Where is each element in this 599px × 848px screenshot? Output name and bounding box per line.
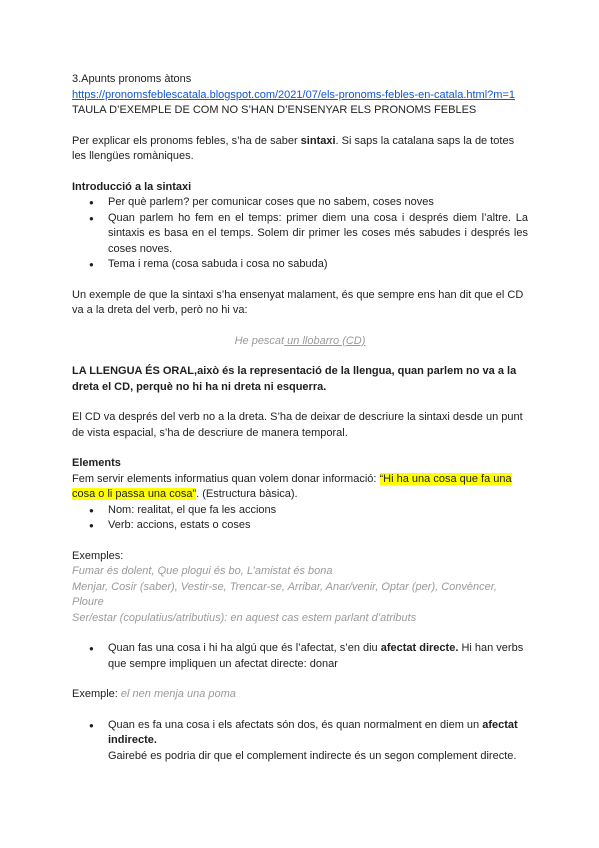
intro-paragraph: Per explicar els pronoms febles, s’ha de saber sintaxi. Si saps la catalana saps la de totes les llengües romàniques.: [72, 134, 515, 162]
intro-bold-term: sintaxi: [300, 134, 336, 147]
doc-subtitle: TAULA D’EXEMPLE DE COM NO S’HAN D’ENSENYAR ELS PRONOMS FEBLES: [72, 104, 477, 116]
exemple-line: Ser/estar (copulatius/atributius): en aquest cas estem parlant d’atributs: [72, 611, 417, 624]
exemple-line-2: Exemple: el nen menja una poma: [72, 688, 236, 700]
list-item: ● Per què parlem? per comunicar coses que no sabem, coses noves: [72, 195, 528, 211]
cd-paragraph: Un exemple de que la sintaxi s’ha ensenyat malament, és que sempre ens han dit que el CD va a la dreta del verb, però no hi va:: [72, 288, 524, 316]
doc-title: 3.Apunts pronoms àtons: [72, 73, 192, 85]
list-item: ● Quan fas una cosa i hi ha algú que és l’afectat, s’en diu afectat directe. Hi han verbs que sempre impliquen un afectat directe: donar: [72, 641, 528, 672]
sintaxi-heading: Introducció a la sintaxi: [72, 180, 192, 193]
exemples-label: Exemples:: [72, 549, 124, 562]
list-item: ● Verb: accions, estats o coses: [72, 518, 528, 534]
list-item: ● Nom: realitat, el que fa les accions: [72, 503, 528, 519]
afectat-directe-term: afectat directe.: [380, 642, 459, 654]
exemple-line: Fumar és dolent, Que plogui és bo, L’amistat és bona: [72, 565, 333, 577]
example-sentence: He pescat un llobarro (CD): [234, 334, 366, 347]
sintaxi-list: [72, 195, 528, 273]
list-item: ● Tema i rema (cosa sabuda i cosa no sabuda): [72, 257, 528, 273]
oral-statement: LA LLENGUA ÉS ORAL,això és la representació de la llengua, quan parlem no va a la dreta el CD, perquè no hi ha ni dreta ni esquerra.: [72, 365, 517, 393]
elements-list: [72, 503, 528, 534]
highlighted-structure: “Hi ha una cosa que fa una cosa o li passa una cosa”: [72, 472, 512, 500]
elements-heading: Elements: [72, 457, 121, 469]
indirecte-list: [72, 718, 528, 749]
afectat-indirecte-term: afectat indirecte.: [108, 718, 518, 746]
document-page: [72, 72, 528, 764]
cd-after-paragraph: El CD va després del verb no a la dreta. S’ha de deixar de descriure la sintaxi desde un punt de vista espacial, s’ha de descriure de manera temporal.: [72, 411, 523, 439]
list-item: ● Quan es fa una cosa i els afectats són dos, és quan normalment en diem un afectat indirecte.: [72, 718, 528, 749]
exemple-line: Menjar, Cosir (saber), Vestir-se, Trencar-se, Arribar, Anar/venir, Optar (per), Convèncer, Ploure: [72, 580, 497, 608]
directe-list: [72, 641, 528, 672]
elements-paragraph: Fem servir elements informatius quan volem donar informació: “Hi ha una cosa que fa una cosa o li passa una cosa”. (Estructura bàsica).: [72, 472, 512, 500]
source-link[interactable]: https://pronomsfeblescatala.blogspot.com/2021/07/els-pronoms-febles-en-catala.html?m=1: [72, 88, 515, 101]
indirecte-continuation: Gairebé es podria dir que el complement indirecte és un segon complement directe.: [108, 749, 517, 762]
list-item: ● Quan parlem ho fem en el temps: primer diem una cosa i després diem l’altre. La sintaxis es basa en el temps. Solem dir primer les coses més sabudes i després les coses noves.: [72, 211, 528, 258]
